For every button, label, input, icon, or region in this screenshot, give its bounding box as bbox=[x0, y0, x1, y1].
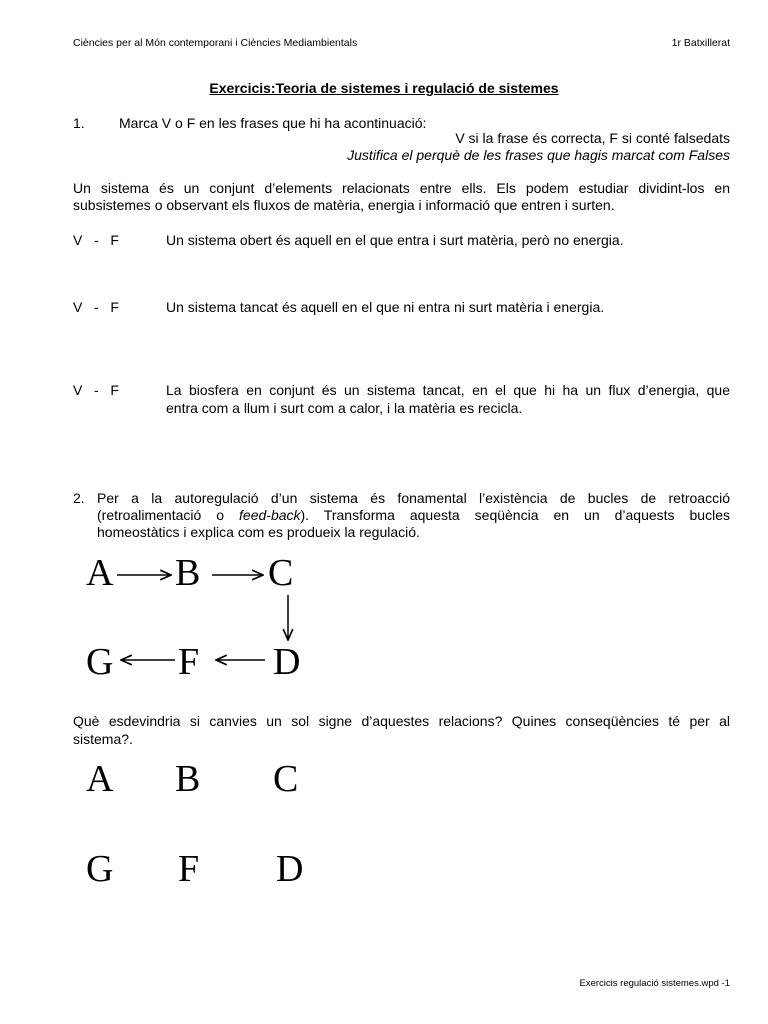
q1-instruction: Justifica el perquè de les frases que hagis marcat com Falses bbox=[347, 147, 730, 163]
node-g: G bbox=[86, 848, 114, 890]
header-subject: Ciències per al Món contemporani i Ciències Mediambientals bbox=[73, 37, 358, 49]
vf-mark: V - F bbox=[73, 232, 119, 248]
q1-intro-line2: subsistemes o observant els fluxos de matèria, energia i informació que entren i surten. bbox=[73, 197, 615, 213]
vf-mark: V - F bbox=[73, 299, 119, 315]
q1-number: 1. bbox=[73, 115, 85, 131]
q3-line1: Què esdevindria si canvies un sol signe d’aquestes relacions? Quines conseqüències té per al bbox=[73, 713, 730, 729]
statement-text: Un sistema tancat és aquell en el que ni entra ni surt matèria i energia. bbox=[166, 299, 605, 315]
q2-line2: (retroalimentació o feed-back). Transforma aquesta seqüència en un d’aquests bucles bbox=[97, 507, 730, 523]
q2-number: 2. bbox=[73, 490, 85, 506]
statement-text: La biosfera en conjunt és un sistema tancat, en el que hi ha un flux d’energia, que bbox=[166, 382, 730, 398]
node-f: F bbox=[178, 641, 200, 683]
node-b: B bbox=[175, 552, 201, 594]
statement-text: Un sistema obert és aquell en el que entra i surt matèria, però no energia. bbox=[166, 232, 624, 248]
node-d: D bbox=[276, 848, 304, 890]
q1-prompt: Marca V o F en les frases que hi ha acontinuació: bbox=[119, 115, 427, 131]
q3-line2: sistema?. bbox=[73, 731, 133, 747]
header-course: 1r Batxillerat bbox=[671, 37, 730, 49]
node-d: D bbox=[273, 641, 301, 683]
q2-line3: homeostàtics i explica com es produeix la regulació. bbox=[97, 524, 420, 540]
node-b: B bbox=[175, 758, 201, 800]
node-g: G bbox=[86, 641, 114, 683]
vf-mark: V - F bbox=[73, 382, 119, 398]
node-f: F bbox=[178, 848, 200, 890]
page-title: Exercicis:Teoria de sistemes i regulació de sistemes bbox=[209, 80, 559, 96]
node-a: A bbox=[86, 552, 114, 594]
q2-line1: Per a la autoregulació d’un sistema és fonamental l’existència de bucles de retroacció bbox=[97, 490, 730, 506]
q1-rule: V si la frase és correcta, F si conté falsedats bbox=[455, 130, 730, 146]
node-c: C bbox=[273, 758, 299, 800]
statement-text-cont: entra com a llum i surt com a calor, i la matèria es recicla. bbox=[166, 400, 523, 416]
page-footer: Exercicis regulació sistemes.wpd -1 bbox=[579, 978, 730, 989]
node-a: A bbox=[86, 758, 114, 800]
node-c: C bbox=[268, 552, 294, 594]
q1-intro-line1: Un sistema és un conjunt d’elements relacionats entre ells. Els podem estudiar dividint-los en bbox=[73, 180, 730, 196]
